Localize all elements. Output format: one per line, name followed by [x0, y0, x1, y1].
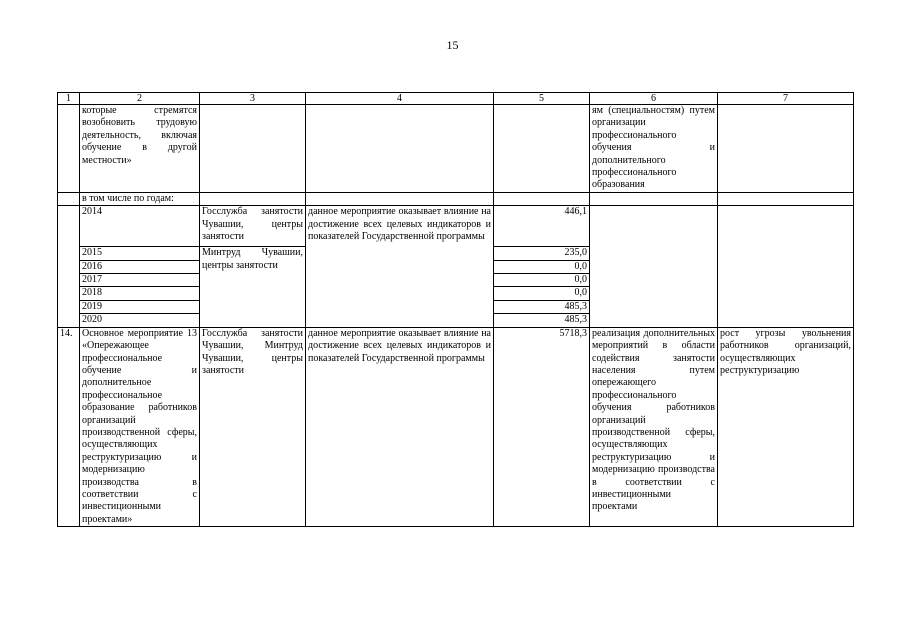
year-value: 0,0	[494, 260, 590, 273]
header-cell-5: 5	[494, 93, 590, 105]
year-label: 2014	[80, 206, 200, 247]
cont-activity-text: которые стремятся возобновить трудовую деятельность, включая обучение в другой местности»	[80, 105, 200, 193]
executor-text: Минтруд Чувашии, центры занятости	[200, 247, 306, 327]
years-label: в том числе по годам:	[80, 192, 200, 205]
activity-text: Основное мероприятие 13 «Опережающее профессиональное обучение и дополнительное профессиональное образование работников организаций производственной сферы, осуществляющих реструктуризацию и модернизацию производства в соответствии с инвестиционными проектами»	[80, 327, 200, 527]
funding-value: 5718,3	[494, 327, 590, 527]
year-value: 0,0	[494, 274, 590, 287]
year-label: 2020	[80, 314, 200, 327]
year-label: 2016	[80, 260, 200, 273]
year-value: 235,0	[494, 247, 590, 260]
year-label: 2018	[80, 287, 200, 300]
year-value: 485,3	[494, 314, 590, 327]
risk-text: рост угрозы увольнения работников организаций, осуществляющих реструктуризацию	[718, 327, 854, 527]
year-value: 0,0	[494, 287, 590, 300]
header-cell-2: 2	[80, 93, 200, 105]
impact-text: данное мероприятие оказывает влияние на достижение всех целевых индикаторов и показателей Государственной программы	[306, 327, 494, 527]
year-value: 446,1	[494, 206, 590, 247]
continuation-row	[58, 105, 854, 193]
year-row-2014	[58, 206, 854, 247]
row-number: 14.	[58, 327, 80, 527]
impact-text: данное мероприятие оказывает влияние на достижение всех целевых индикаторов и показателей Государственной программы	[306, 206, 494, 327]
page-number: 15	[446, 38, 459, 52]
header-cell-1: 1	[58, 93, 80, 105]
row-14	[58, 327, 854, 527]
year-label: 2015	[80, 247, 200, 260]
header-cell-4: 4	[306, 93, 494, 105]
result-text: реализация дополнительных мероприятий в области содействия занятости населения путем опережающего профессионального обучения работников организаций производственной сферы, осуществляющих реструктуризацию и модернизацию производства в соответствии с инвестиционными проектами	[590, 327, 718, 527]
program-table	[57, 92, 854, 527]
cont-result-text: ям (специальностям) путем организации профессионального обучения и дополнительного профессионального образования	[590, 105, 718, 193]
header-cell-7: 7	[718, 93, 854, 105]
executor-text: Госслужба занятости Чувашии, центры занятости	[200, 206, 306, 247]
executor-text: Госслужба занятости Чувашии, Минтруд Чувашии, центры занятости	[200, 327, 306, 527]
year-label: 2019	[80, 300, 200, 313]
years-label-row	[58, 192, 854, 205]
year-value: 485,3	[494, 300, 590, 313]
header-cell-6: 6	[590, 93, 718, 105]
year-label: 2017	[80, 274, 200, 287]
header-cell-3: 3	[200, 93, 306, 105]
header-row	[58, 93, 854, 105]
